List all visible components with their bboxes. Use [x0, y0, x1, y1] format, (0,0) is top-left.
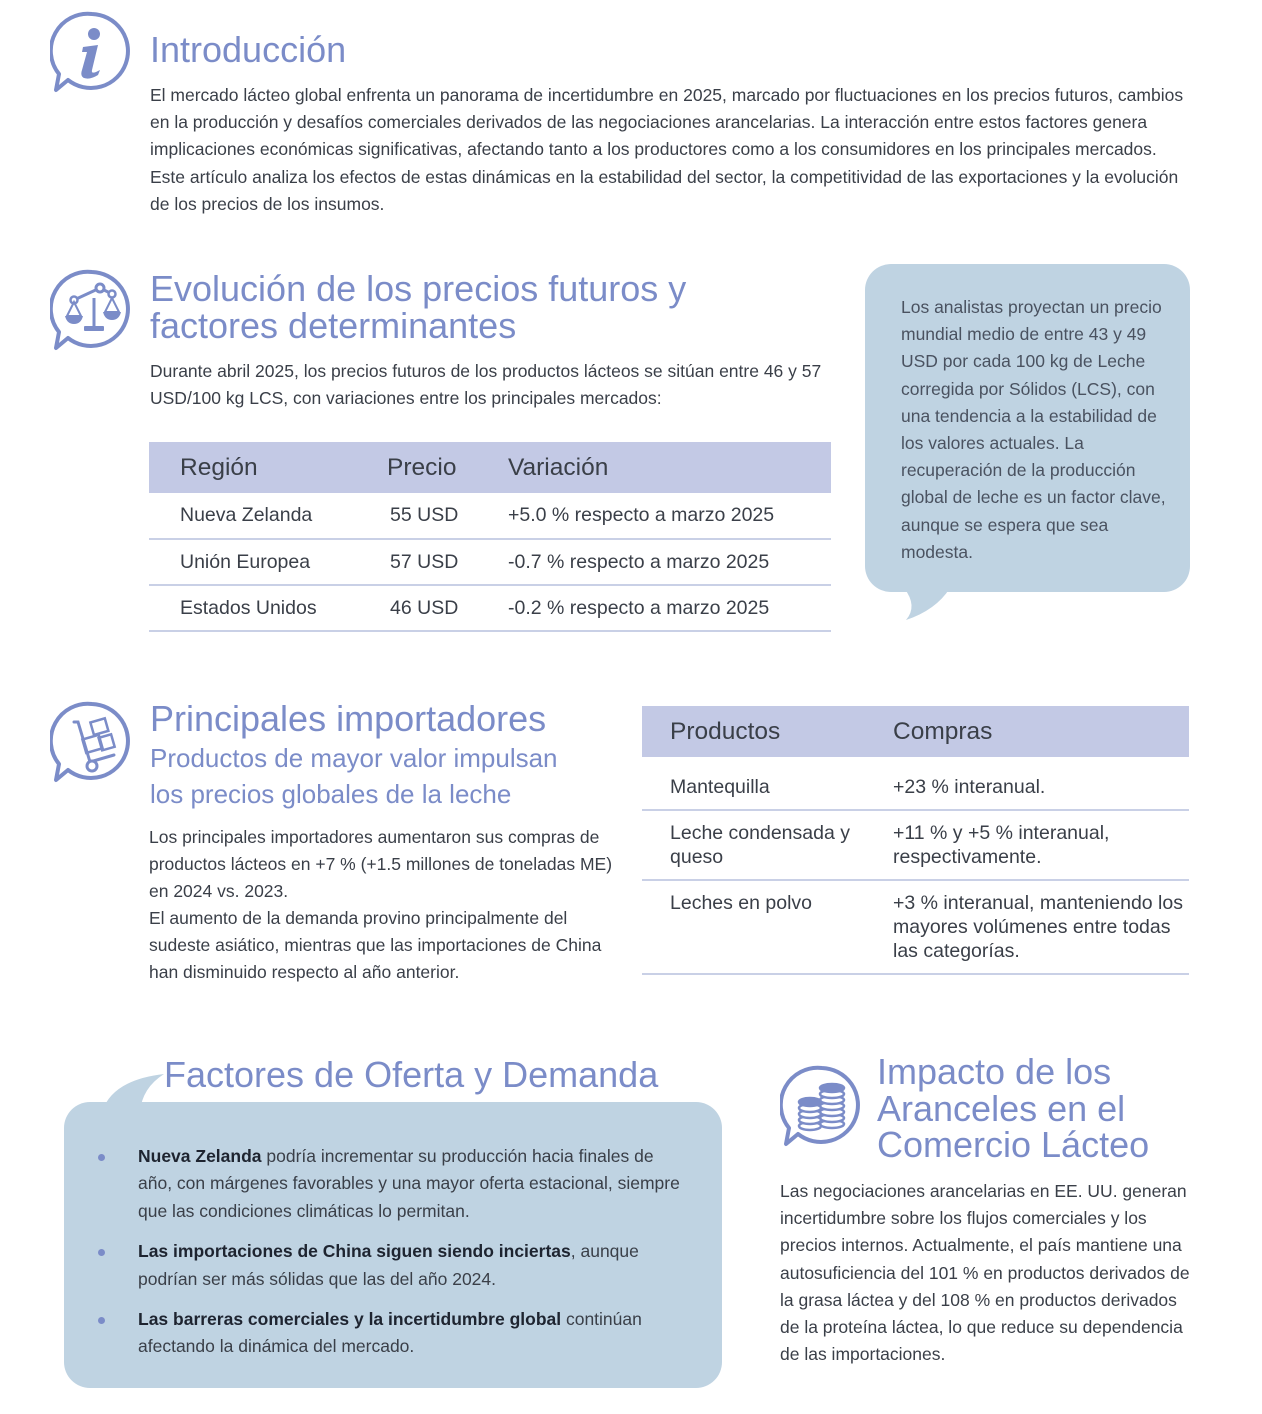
table-cell: Estados Unidos [149, 585, 371, 631]
table-cell: +5.0 % respecto a marzo 2025 [508, 493, 831, 539]
table-row [149, 585, 831, 631]
tariffs-title-line3: Comercio Lácteo [877, 1124, 1150, 1165]
list-item-bold: Las importaciones de China siguen siendo inciertas [138, 1241, 571, 1262]
table-row [642, 810, 1189, 880]
importers-subtitle-line1: Productos de mayor valor impulsan [150, 743, 558, 773]
prices-paragraph: Durante abril 2025, los precios futuros de los productos lácteos se sitúan entre 46 y 57 USD/100 kg LCS, con variaciones entre los principales mercados: [150, 361, 822, 409]
list-item-text: , aunque podrían ser más sólidas que las del año 2024. [138, 1241, 639, 1289]
table-cell: +23 % interanual. [893, 757, 1189, 810]
tariffs-title-line1: Impacto de los [877, 1051, 1112, 1092]
table-cell: Unión Europea [149, 539, 371, 585]
list-item [64, 1306, 684, 1361]
forecast-callout [865, 264, 1190, 592]
balance-scale-icon [50, 268, 134, 352]
list-item-bold: Las barreras comerciales y la incertidumbre global [138, 1309, 562, 1330]
forecast-callout-text: Los analistas proyectan un precio mundial medio de entre 43 y 49 USD por cada 100 kg de Leche corregida por Sólidos (LCS), con una tendencia a la estabilidad de los valores actuales. La recuperación de la producción global de leche es un factor clave, aunque se espera que sea modesta. [901, 297, 1166, 562]
supply-bubble [64, 1102, 722, 1388]
table-cell: Nueva Zelanda [149, 493, 371, 539]
table-header-purchases: Compras [893, 706, 1189, 757]
intro-title: Introducción [150, 29, 347, 70]
tariffs-paragraph: Las negociaciones arancelarias en EE. UU. generan incertidumbre sobre los flujos comerciales y los precios internos. Actualmente, el país mantiene una autosuficiencia del 101 % en productos derivados de la grasa láctea y del 108 % en productos derivados de la proteína láctea, lo que reduce su dependencia de las importaciones. [780, 1181, 1190, 1365]
importers-table [642, 706, 1189, 975]
table-row [642, 880, 1189, 974]
list-item [64, 1143, 684, 1225]
list-item-text: podría incrementar su producción hacia finales de año, con márgenes favorables y una mayor oferta estacional, siempre que las condiciones climáticas lo permitan. [138, 1146, 680, 1221]
supply-title: Factores de Oferta y Demanda [164, 1054, 659, 1095]
table-cell: +3 % interanual, manteniendo los mayores volúmenes entre todas las categorías. [893, 880, 1189, 974]
table-cell: Leches en polvo [642, 880, 893, 974]
table-row [642, 757, 1189, 810]
hand-truck-icon [50, 700, 134, 784]
table-header-variation: Variación [508, 442, 831, 493]
table-cell: 57 USD [371, 539, 508, 585]
table-cell: Mantequilla [642, 757, 893, 810]
tariffs-title-line2: Aranceles en el [877, 1088, 1126, 1129]
importers-paragraph-2: El aumento de la demanda provino principalmente del sudeste asiático, mientras que las importaciones de China han disminuido respecto al año anterior. [149, 908, 602, 983]
importers-paragraph-1: Los principales importadores aumentaron sus compras de productos lácteos en +7 % (+1.5 millones de toneladas ME) en 2024 vs. 2023. [149, 827, 613, 902]
prices-title-line2: factores determinantes [150, 305, 517, 346]
table-cell: 46 USD [371, 585, 508, 631]
table-row [149, 539, 831, 585]
table-cell: -0.7 % respecto a marzo 2025 [508, 539, 831, 585]
supply-list [64, 1143, 684, 1374]
table-row [149, 493, 831, 539]
list-item-text: continúan afectando la dinámica del mercado. [138, 1309, 642, 1357]
table-header-price: Precio [371, 442, 508, 493]
intro-paragraph: El mercado lácteo global enfrenta un panorama de incertidumbre en 2025, marcado por fluctuaciones en los precios futuros, cambios en la producción y desafíos comerciales derivados de las negociaciones arancelarias. La interacción entre estos factores genera implicaciones económicas significativas, afectando tanto a los productores como a los consumidores en los principales mercados. Este artículo analiza los efectos de estas dinámicas en la estabilidad del sector, la competitividad de las exportaciones y la evolución de los precios de los insumos. [150, 85, 1184, 214]
table-cell: 55 USD [371, 493, 508, 539]
table-cell: +11 % y +5 % interanual, respectivamente. [893, 810, 1189, 880]
prices-title-line1: Evolución de los precios futuros y [150, 268, 687, 309]
importers-subtitle-line2: los precios globales de la leche [150, 779, 512, 809]
list-item [64, 1238, 684, 1293]
table-cell: Leche condensada y queso [642, 810, 893, 880]
callout-tail [900, 588, 952, 622]
importers-title: Principales importadores [150, 698, 547, 739]
list-item-bold: Nueva Zelanda [138, 1146, 262, 1166]
table-header-region: Región [149, 442, 371, 493]
table-cell: -0.2 % respecto a marzo 2025 [508, 585, 831, 631]
prices-table [149, 442, 831, 632]
table-header-products: Productos [642, 706, 893, 757]
info-icon [50, 10, 134, 94]
coins-icon [780, 1064, 864, 1148]
